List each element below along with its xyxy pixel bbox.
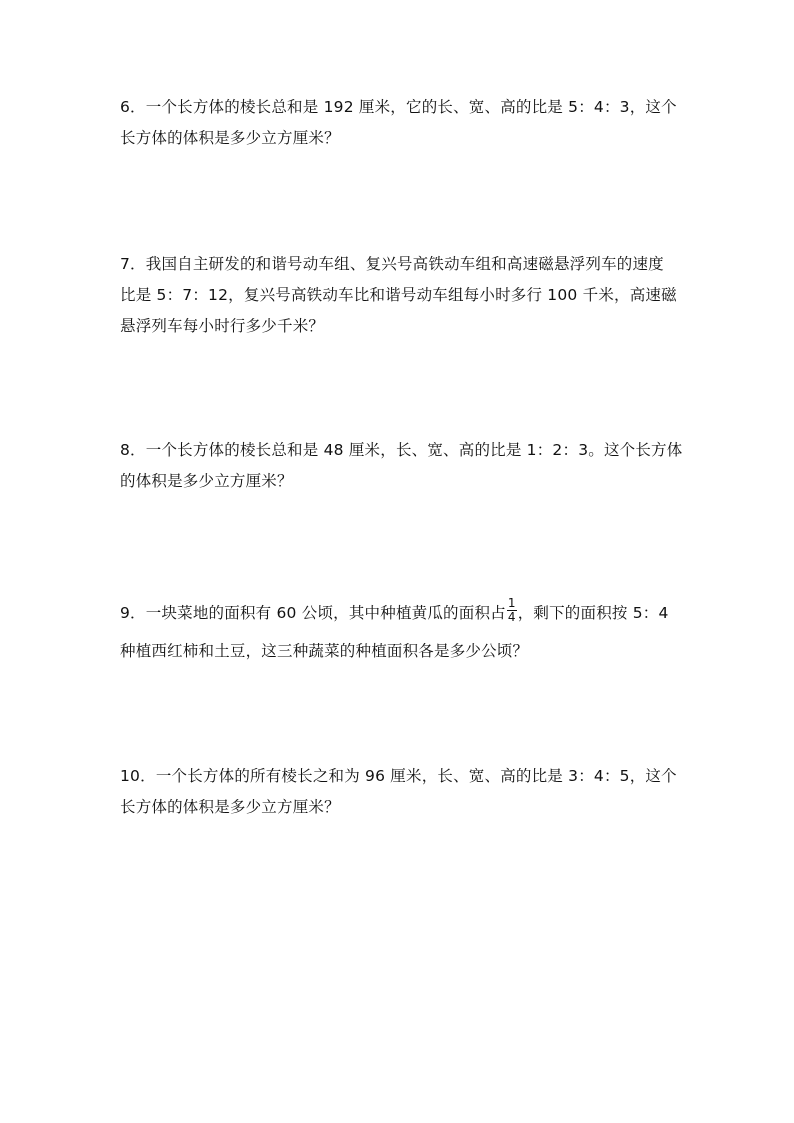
question-10: [120, 761, 680, 823]
question-7-line-1: 7．我国自主研发的和谐号动车组、复兴号高铁动车组和高速磁悬浮列车的速度: [120, 255, 664, 273]
fraction-numerator: 1: [507, 596, 516, 610]
question-9-line-1: [120, 590, 680, 636]
question-7-line-3: 悬浮列车每小时行多少千米？: [120, 317, 325, 335]
question-7-line-2: 比是 5：7：12，复兴号高铁动车比和谐号动车组每小时多行 100 千米，高速磁: [120, 286, 677, 304]
question-7: [120, 249, 680, 342]
question-8-line-2: 的体积是多少立方厘米？: [120, 472, 293, 490]
question-6-line-2: 长方体的体积是多少立方厘米？: [120, 129, 340, 147]
fraction-denominator: 4: [507, 610, 516, 624]
question-9-line-2: 种植西红柿和土豆，这三种蔬菜的种植面积各是多少公顷？: [120, 642, 529, 660]
question-9: [120, 590, 680, 667]
fraction-one-quarter: [507, 597, 517, 624]
question-6-line-1: 6．一个长方体的棱长总和是 192 厘米，它的长、宽、高的比是 5：4：3，这个: [120, 98, 677, 116]
question-8: [120, 435, 683, 497]
question-9-text-after-fraction: ，剩下的面积按 5：4: [517, 604, 669, 622]
question-6: [120, 92, 680, 154]
question-8-line-1: 8．一个长方体的棱长总和是 48 厘米，长、宽、高的比是 1：2：3。这个长方体: [120, 441, 683, 459]
question-9-text-before-fraction: 9．一块菜地的面积有 60 公顷，其中种植黄瓜的面积占: [120, 604, 506, 622]
question-10-line-2: 长方体的体积是多少立方厘米？: [120, 798, 340, 816]
question-10-line-1: 10．一个长方体的所有棱长之和为 96 厘米，长、宽、高的比是 3：4：5，这个: [120, 767, 677, 785]
